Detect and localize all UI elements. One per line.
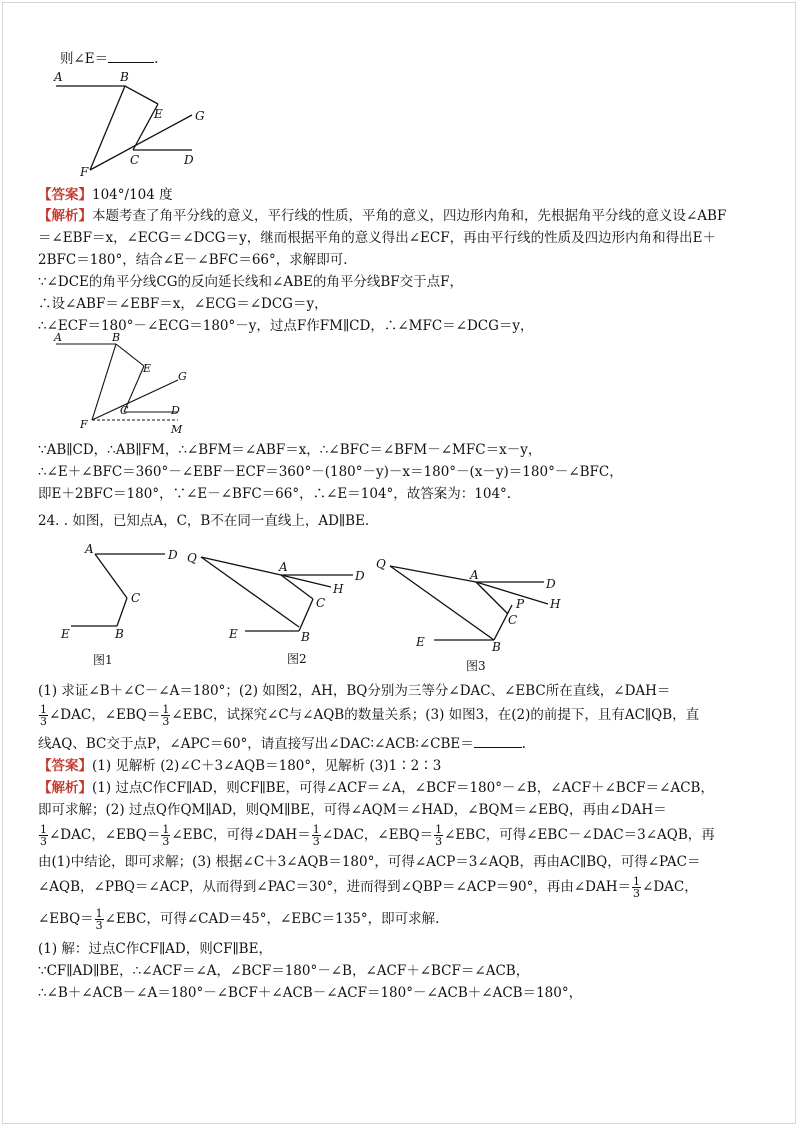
fraction: $\frac{1}{3}$ (162, 823, 170, 848)
analysis-line-4: ∵∠DCE的角平分线CG的反向延长线和∠ABE的角平分线BF交于点F， (38, 274, 464, 290)
fraction: $\frac{1}{3}$ (312, 823, 320, 848)
fig2-label-d: D (355, 569, 365, 583)
figure-3 (372, 550, 572, 675)
fig-top-label-b: B (120, 70, 129, 84)
analysis-line-2: ＝∠EBF＝x，∠ECG＝∠DCG＝y，继而根据平角的意义得出∠ECF，再由平行线的性质及四边形内角和得出E＋ (38, 230, 716, 246)
q24-line-1: (1) 求证∠B＋∠C－∠A＝180°；(2) 如图2，AH，BQ分别为三等分∠DAC、∠EBC所在直线，∠DAH＝ (38, 683, 671, 699)
fig2-label-b: B (301, 630, 310, 644)
analysis2-line-4: 由(1)中结论，即可求解；(3) 根据∠C＋3∠AQB＝180°，可得∠ACP＝3∠AQB，再由AC∥BQ，可得∠PAC＝ (38, 854, 701, 870)
figure-mid (50, 332, 210, 440)
fig2-caption: 图2 (287, 652, 307, 666)
fig2-label-c: C (316, 596, 326, 610)
fig3-caption: 图3 (466, 659, 486, 673)
fig-top-label-e: E (154, 107, 163, 121)
figure-top (50, 70, 220, 180)
fig1-label-a: A (85, 542, 94, 556)
analysis-line-1: 【解析】本题考查了角平分线的意义，平行线的性质，平角的意义，四边形内角和，先根据角平分线的意义设∠ABF (38, 208, 727, 224)
top-question: 则∠E＝ . (60, 51, 159, 67)
fig-top-label-f: F (80, 165, 89, 179)
fig-top-label-a: A (54, 70, 63, 84)
q24-line-3: 线AQ、BC交于点P，∠APC＝60°，请直接写出∠DAC∶∠ACB∶∠CBE＝ . (38, 736, 527, 752)
solution-line-2: ∵CF∥AD∥BE，∴∠ACF＝∠A，∠BCF＝180°－∠B，∠ACF＋∠BCF＝∠ACB， (38, 963, 530, 979)
fig1-label-e: E (61, 627, 70, 641)
fig1-caption: 图1 (93, 653, 113, 667)
fig1-label-c: C (131, 591, 141, 605)
fig2-label-e: E (229, 627, 238, 641)
fig-mid-label-a: A (54, 332, 62, 344)
fig3-label-p: P (516, 597, 525, 611)
fig2-label-a: A (279, 560, 288, 574)
analysis-line-8: ∴∠E＋∠BFC＝360°－∠EBF－ECF＝360°－(180°－y)－x＝180°－(x－y)＝180°－∠BFC， (38, 464, 623, 480)
analysis2-line-5: ∠AQB，∠PBQ＝∠ACP，从而得到∠PAC＝30°，进而得到∠QBP＝∠ACP＝90°，再由∠DAH＝ $\frac{1}{3}$ ∠DAC， (38, 875, 698, 900)
solution-line-1: (1) 解：过点C作CF∥AD，则CF∥BE， (38, 941, 272, 957)
fig-mid-label-m: M (171, 423, 183, 436)
fig3-label-b: B (492, 640, 501, 654)
fig-top-label-d: D (184, 153, 194, 167)
fig-mid-label-g: G (178, 370, 187, 383)
analysis-line-7: ∵AB∥CD，∴AB∥FM，∴∠BFM＝∠ABF＝x，∴∠BFC＝∠BFM－∠MFC＝x－y， (38, 442, 542, 458)
fig-mid-label-e: E (143, 362, 152, 375)
fig3-label-a: A (470, 568, 479, 582)
q24-line-2: $\frac{1}{3}$ ∠DAC，∠EBQ＝ $\frac{1}{3}$ ∠EBC，试探究∠C与∠AQB的数量关系；(3) 如图3，在(2)的前提下，且有AC∥QB，直 (40, 703, 700, 728)
fig-mid-label-b: B (112, 332, 121, 344)
fig1-label-d: D (168, 548, 178, 562)
fig2-label-h: H (333, 582, 344, 596)
answer-line: 【答案】104°/104 度 (38, 187, 173, 203)
fraction: $\frac{1}{3}$ (95, 907, 103, 932)
figure-1 (55, 540, 195, 670)
answer2-line: 【答案】(1) 见解析 (2)∠C＋3∠AQB＝180°，见解析 (3)1∶2∶3 (38, 758, 442, 774)
q24-title: 24. . 如图，已知点A，C，B不在同一直线上，AD∥BE. (38, 513, 370, 529)
fig-mid-label-c: C (120, 404, 129, 417)
fig3-label-d: D (546, 577, 556, 591)
fraction: $\frac{1}{3}$ (435, 823, 443, 848)
fraction: $\frac{1}{3}$ (40, 703, 47, 728)
figure-2 (185, 545, 370, 670)
fig-mid-label-d: D (171, 404, 180, 417)
analysis2-line-1: 【解析】(1) 过点C作CF∥AD，则CF∥BE，可得∠ACF＝∠A，∠BCF＝180°－∠B，∠ACF＋∠BCF＝∠ACB， (38, 780, 714, 796)
fig3-label-h: H (550, 597, 561, 611)
fig-top-label-c: C (130, 153, 140, 167)
fig3-label-q: Q (376, 557, 386, 571)
fig-top-label-g: G (195, 109, 205, 123)
analysis2-line-3: $\frac{1}{3}$ ∠DAC，∠EBQ＝ $\frac{1}{3}$ ∠EBC，可得∠DAH＝ $\frac{1}{3}$ ∠DAC，∠EBQ＝ $\frac{1}{3}$ ∠EBC，可得∠EBC－∠DAC＝3∠AQB，再 (40, 823, 715, 848)
solution-line-3: ∴∠B＋∠ACB－∠A＝180°－∠BCF＋∠ACB－∠ACF＝180°－∠ACB＋∠ACB＝180°， (38, 985, 583, 1001)
analysis2-line-2: 即可求解；(2) 过点Q作QM∥AD，则QM∥BE，可得∠AQM＝∠HAD，∠BQM＝∠EBQ，再由∠DAH＝ (38, 802, 667, 818)
analysis-line-3: 2BFC＝180°，结合∠E－∠BFC＝66°，求解即可. (38, 252, 348, 268)
fig3-label-c: C (508, 613, 518, 627)
analysis2-line-6: ∠EBQ＝ $\frac{1}{3}$ ∠EBC，可得∠CAD＝45°，∠EBC＝135°，即可求解. (38, 907, 440, 932)
fraction: $\frac{1}{3}$ (40, 823, 47, 848)
analysis-line-6: ∴∠ECF＝180°－∠ECG＝180°－y，过点F作FM∥CD，∴∠MFC＝∠DCG＝y， (38, 318, 534, 334)
fig1-label-b: B (115, 627, 124, 641)
analysis-line-9: 即E＋2BFC＝180°，∵∠E－∠BFC＝66°，∴∠E＝104°，故答案为：104°. (38, 486, 512, 502)
fraction: $\frac{1}{3}$ (162, 703, 170, 728)
fig2-label-q: Q (187, 551, 197, 565)
analysis-line-5: ∴设∠ABF＝∠EBF＝x，∠ECG＝∠DCG＝y， (38, 296, 328, 312)
fig-mid-label-f: F (80, 418, 88, 431)
fraction: $\frac{1}{3}$ (633, 875, 641, 900)
fig3-label-e: E (416, 635, 425, 649)
